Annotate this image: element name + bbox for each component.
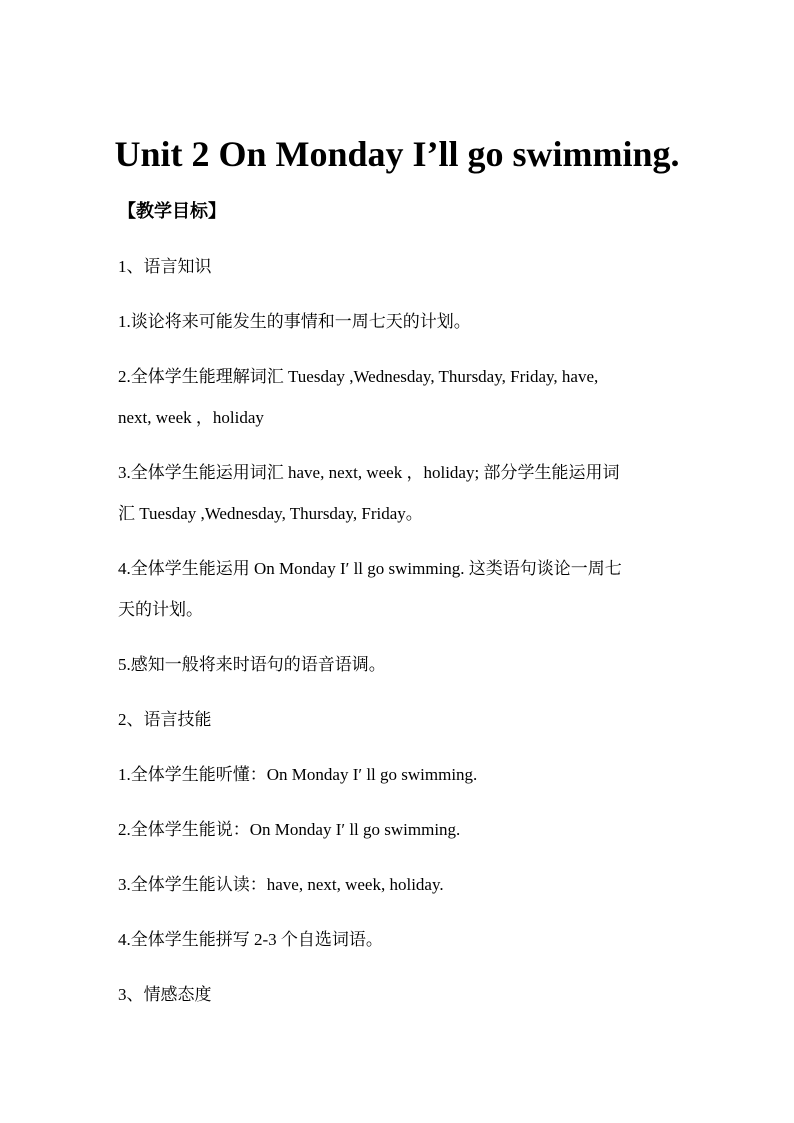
subsection-emotional-attitude: 3、情感态度 bbox=[118, 985, 212, 1004]
skill-line: 4.全体学生能拼写 2-3 个自选词语。 bbox=[118, 930, 383, 949]
goal-line: 3.全体学生能运用词汇 have, next, week ，holiday; 部分学生能运用词 bbox=[118, 463, 620, 482]
document-title: Unit 2 On Monday I’ll go swimming. bbox=[114, 134, 680, 174]
subsection-language-knowledge: 1、语言知识 bbox=[118, 257, 212, 276]
goal-line: 5.感知一般将来时语句的语音语调。 bbox=[118, 655, 386, 674]
subsection-language-skills: 2、语言技能 bbox=[118, 710, 212, 729]
section-heading-teaching-goals: 【教学目标】 bbox=[118, 201, 226, 222]
goal-line: 4.全体学生能运用 On Monday I′ ll go swimming. 这类语句谈论一周七 bbox=[118, 559, 622, 578]
goal-line-continuation: 汇 Tuesday ,Wednesday, Thursday, Friday。 bbox=[118, 504, 423, 523]
goal-line-continuation: 天的计划。 bbox=[118, 600, 203, 619]
skill-line: 2.全体学生能说：On Monday I′ ll go swimming. bbox=[118, 820, 461, 839]
goal-line: 2.全体学生能理解词汇 Tuesday ,Wednesday, Thursday, Friday, have, bbox=[118, 367, 599, 386]
goal-line: 1.谈论将来可能发生的事情和一周七天的计划。 bbox=[118, 312, 471, 331]
skill-line: 1.全体学生能听懂：On Monday I′ ll go swimming. bbox=[118, 765, 478, 784]
goal-line-continuation: next, week ，holiday bbox=[118, 408, 264, 427]
skill-line: 3.全体学生能认读：have, next, week, holiday. bbox=[118, 875, 444, 894]
